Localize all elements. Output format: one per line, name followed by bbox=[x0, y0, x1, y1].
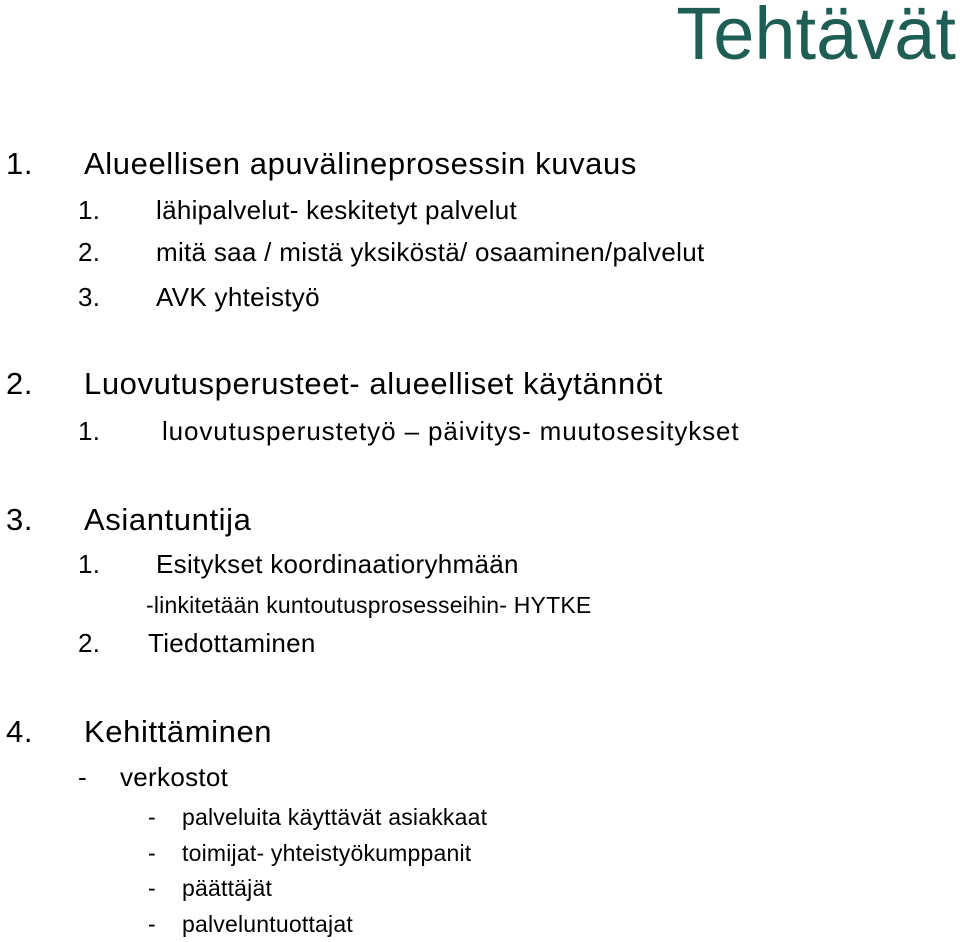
sub-item-text: palveluntuottajat bbox=[182, 911, 353, 937]
item-text: verkostot bbox=[120, 762, 229, 792]
item-number: 2. bbox=[78, 237, 101, 267]
sub-item-text: palveluita käyttävät asiakkaat bbox=[182, 804, 488, 830]
section-number: 1. bbox=[6, 146, 34, 181]
section-number: 4. bbox=[6, 714, 34, 749]
item-text: luovutusperustetyö – päivitys- muutosesitykset bbox=[162, 416, 740, 446]
item-number: 1. bbox=[78, 416, 101, 446]
item-number: 1. bbox=[78, 549, 101, 579]
sub-item-bullet: - bbox=[148, 804, 156, 830]
item-text: AVK yhteistyö bbox=[156, 282, 320, 312]
item-bullet: - bbox=[78, 762, 87, 792]
item-number: 1. bbox=[78, 195, 101, 225]
sub-item-bullet: - bbox=[148, 840, 156, 866]
sub-item-text: päättäjät bbox=[182, 875, 273, 901]
slide-title: Tehtävät bbox=[676, 0, 956, 75]
section-heading: Kehittäminen bbox=[84, 714, 273, 749]
sub-item-bullet: - bbox=[148, 875, 156, 901]
item-text: mitä saa / mistä yksiköstä/ osaaminen/palvelut bbox=[156, 237, 705, 267]
item-subtext: -linkitetään kuntoutusprosesseihin- HYTKE bbox=[146, 592, 592, 618]
item-text: Esitykset koordinaatioryhmään bbox=[156, 549, 519, 579]
section-number: 2. bbox=[6, 366, 34, 401]
sub-item-bullet: - bbox=[148, 911, 156, 937]
section-heading: Luovutusperusteet- alueelliset käytännöt bbox=[84, 366, 663, 401]
section-heading: Asiantuntija bbox=[84, 502, 252, 537]
item-text: Tiedottaminen bbox=[148, 628, 316, 658]
sub-item-text: toimijat- yhteistyökumppanit bbox=[182, 840, 472, 866]
item-number: 2. bbox=[78, 628, 101, 658]
section-heading: Alueellisen apuvälineprosessin kuvaus bbox=[84, 146, 637, 181]
item-text: lähipalvelut- keskitetyt palvelut bbox=[156, 195, 518, 225]
section-number: 3. bbox=[6, 502, 34, 537]
item-number: 3. bbox=[78, 282, 101, 312]
